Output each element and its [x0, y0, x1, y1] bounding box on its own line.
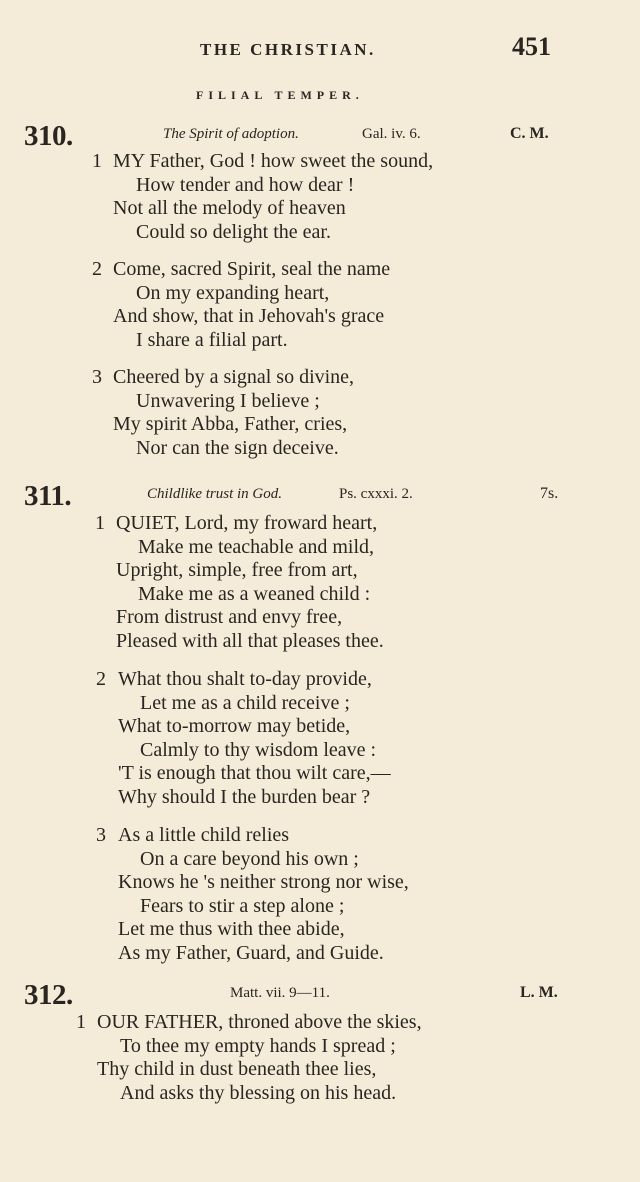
stanza-number: 2: [96, 668, 106, 690]
verse-line: What thou shalt to-day provide,: [118, 668, 372, 690]
stanza: [0, 366, 640, 460]
verse-line: Let me as a child receive ;: [140, 691, 350, 714]
verse-line: On a care beyond his own ;: [140, 847, 359, 870]
stanza: [0, 512, 640, 653]
verse-line: 'T is enough that thou wilt care,—: [118, 762, 391, 784]
hymn-number: 310.: [24, 120, 73, 152]
hymn-meter: L. M.: [520, 984, 558, 1001]
verse-line: Not all the melody of heaven: [113, 197, 346, 219]
verse-line: To thee my empty hands I spread ;: [120, 1034, 396, 1057]
verse-line: Why should I the burden bear ?: [118, 785, 371, 808]
verse-line: Make me teachable and mild,: [138, 535, 375, 558]
verse-line: My spirit Abba, Father, cries,: [113, 413, 348, 435]
hymn-subject: The Spirit of adoption.: [163, 126, 299, 142]
stanza: [0, 1011, 640, 1105]
hymn-meter: 7s.: [540, 485, 559, 502]
stanza-number: 3: [92, 366, 102, 388]
stanza: [0, 668, 640, 809]
verse-line: How tender and how dear !: [136, 173, 355, 196]
stanza-number: 1: [92, 150, 102, 172]
stanza-number: 2: [92, 258, 102, 280]
hymn-reference: Ps. cxxxi. 2.: [339, 486, 413, 502]
verse-line: QUIET, Lord, my froward heart,: [116, 512, 378, 534]
verse-line: As my Father, Guard, and Guide.: [118, 941, 384, 964]
stanza-number: 1: [95, 512, 105, 534]
hymn-header: [0, 120, 640, 150]
hymn-310: [0, 120, 640, 460]
verse-line: Thy child in dust beneath thee lies,: [97, 1058, 377, 1080]
verse-line: Upright, simple, free from art,: [116, 559, 358, 581]
hymn-reference: Matt. vii. 9—11.: [230, 985, 330, 1001]
verse-line: On my expanding heart,: [136, 281, 330, 304]
verse-line: As a little child relies: [118, 824, 290, 846]
verse-line: Let me thus with thee abide,: [118, 918, 345, 940]
verse-line: Cheered by a signal so divine,: [113, 366, 355, 388]
verse-line: Could so delight the ear.: [136, 220, 331, 243]
hymn-311: [0, 480, 640, 965]
verse-line: Unwavering I believe ;: [136, 389, 320, 412]
verse-line: OUR FATHER, throned above the skies,: [97, 1011, 422, 1033]
verse-line: Pleased with all that pleases thee.: [116, 629, 384, 652]
verse-line: MY Father, God ! how sweet the sound,: [113, 150, 434, 172]
verse-line: What to-morrow may betide,: [118, 715, 351, 737]
verse-line: Nor can the sign deceive.: [136, 436, 339, 459]
hymn-header: [0, 979, 640, 1009]
hymn-312: [0, 979, 640, 1105]
verse-line: Fears to stir a step alone ;: [140, 894, 345, 917]
stanza-number: 1: [76, 1011, 86, 1033]
hymn-number: 311.: [24, 480, 72, 512]
verse-line: Make me as a weaned child :: [138, 582, 371, 605]
stanza: [0, 824, 640, 965]
hymn-reference: Gal. iv. 6.: [362, 126, 421, 142]
verse-line: And show, that in Jehovah's grace: [113, 305, 385, 327]
verse-line: Come, sacred Spirit, seal the name: [113, 258, 391, 280]
page-number: 451: [512, 32, 551, 61]
verse-line: I share a filial part.: [136, 328, 288, 351]
verse-line: Knows he 's neither strong nor wise,: [118, 871, 409, 893]
verse-line: From distrust and envy free,: [116, 606, 343, 628]
section-title: FILIAL TEMPER.: [196, 88, 364, 102]
verse-line: And asks thy blessing on his head.: [120, 1081, 397, 1104]
hymn-header: [0, 480, 640, 510]
hymn-subject: Childlike trust in God.: [147, 486, 282, 502]
verse-line: Calmly to thy wisdom leave :: [140, 738, 377, 761]
stanza: [0, 150, 640, 244]
stanza: [0, 258, 640, 352]
stanza-number: 3: [96, 824, 106, 846]
running-title: THE CHRISTIAN.: [200, 40, 376, 59]
hymn-meter: C. M.: [510, 125, 549, 142]
hymn-number: 312.: [24, 979, 73, 1011]
